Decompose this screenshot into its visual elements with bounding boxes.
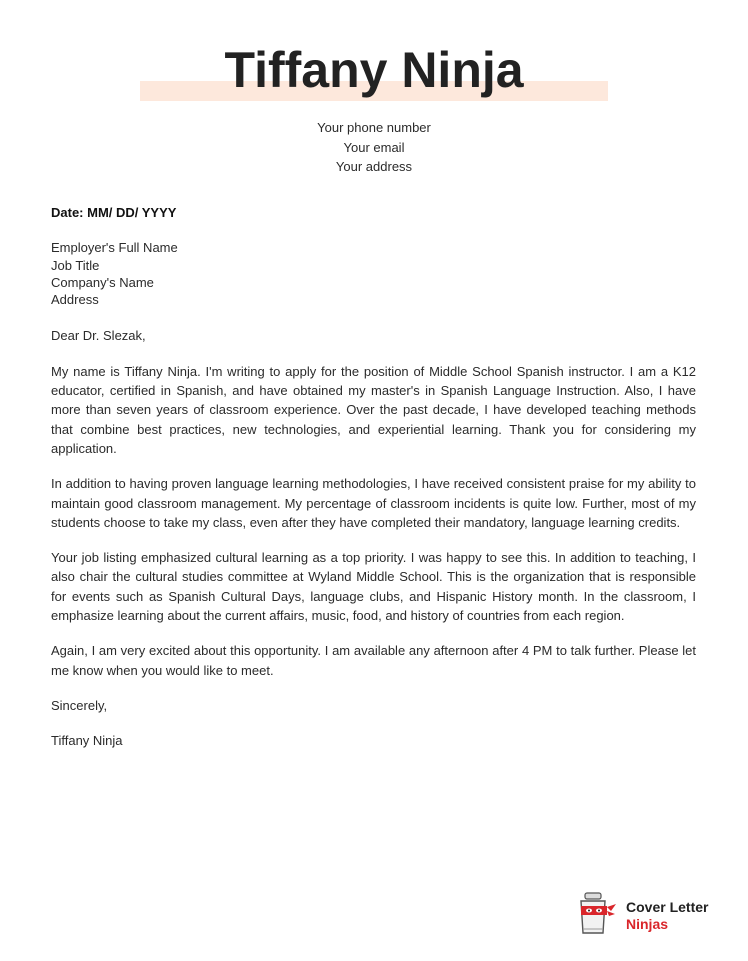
- logo-text: [626, 899, 708, 933]
- paragraph-intro: My name is Tiffany Ninja. I'm writing to apply for the position of Middle School Spanish instructor. I am a K12 educator, certified in Spanish, and have obtained my master's in Spanish Language Instruction. Also, I have more than seven years of classroom experience. Over the past decade, I have developed teaching methods that combine best practices, new technologies, and experiential learning. Thank you for considering my application.: [51, 363, 696, 456]
- employer-company: Company's Name: [51, 274, 154, 290]
- letter-body: [51, 203, 696, 751]
- paragraph-closing: Again, I am very excited about this opportunity. I am available any afternoon after 4 PM to talk further. Please let me know when you would like to meet.: [51, 643, 696, 678]
- paragraph-cultural: Your job listing emphasized cultural learning as a top priority. I was happy to see this. In addition to teaching, I also chair the cultural studies committee at Wyland Middle School. This is the organization that is responsible for events such as Spanish Cultural Days, language clubs, and Hispanic History month. In the classroom, I emphasize learning about the current affairs, music, food, and history of countries from each region.: [51, 550, 696, 624]
- phone-text: Your phone number: [317, 120, 431, 135]
- salutation: Dear Dr. Slezak,: [51, 328, 146, 344]
- applicant-name: Tiffany Ninja: [224, 42, 524, 98]
- paragraph-classroom: In addition to having proven language learning methodologies, I have received consistent praise for my ability to maintain good classroom management. My percentage of classroom incidents is quite low. Further, most of my students choose to take my class, even after they have completed their mandatory, language learning credits.: [51, 476, 696, 530]
- closing: Sincerely,: [51, 697, 108, 713]
- employer-address: Address: [51, 292, 99, 308]
- ninja-icon: [575, 889, 619, 937]
- name-header: [0, 38, 748, 108]
- letter-date: Date: MM/ DD/ YYYY: [51, 205, 177, 220]
- employer-block: [51, 239, 696, 308]
- employer-name: Employer's Full Name: [51, 240, 178, 256]
- address-text: Your address: [335, 159, 413, 174]
- contact-block: [0, 118, 748, 177]
- logo-line1: Cover Letter: [626, 899, 709, 915]
- employer-job-title: Job Title: [51, 257, 100, 273]
- email-text: Your email: [343, 139, 405, 155]
- signature: Tiffany Ninja: [51, 733, 123, 749]
- logo-line2: Ninjas: [626, 916, 669, 932]
- brand-logo: [575, 889, 725, 939]
